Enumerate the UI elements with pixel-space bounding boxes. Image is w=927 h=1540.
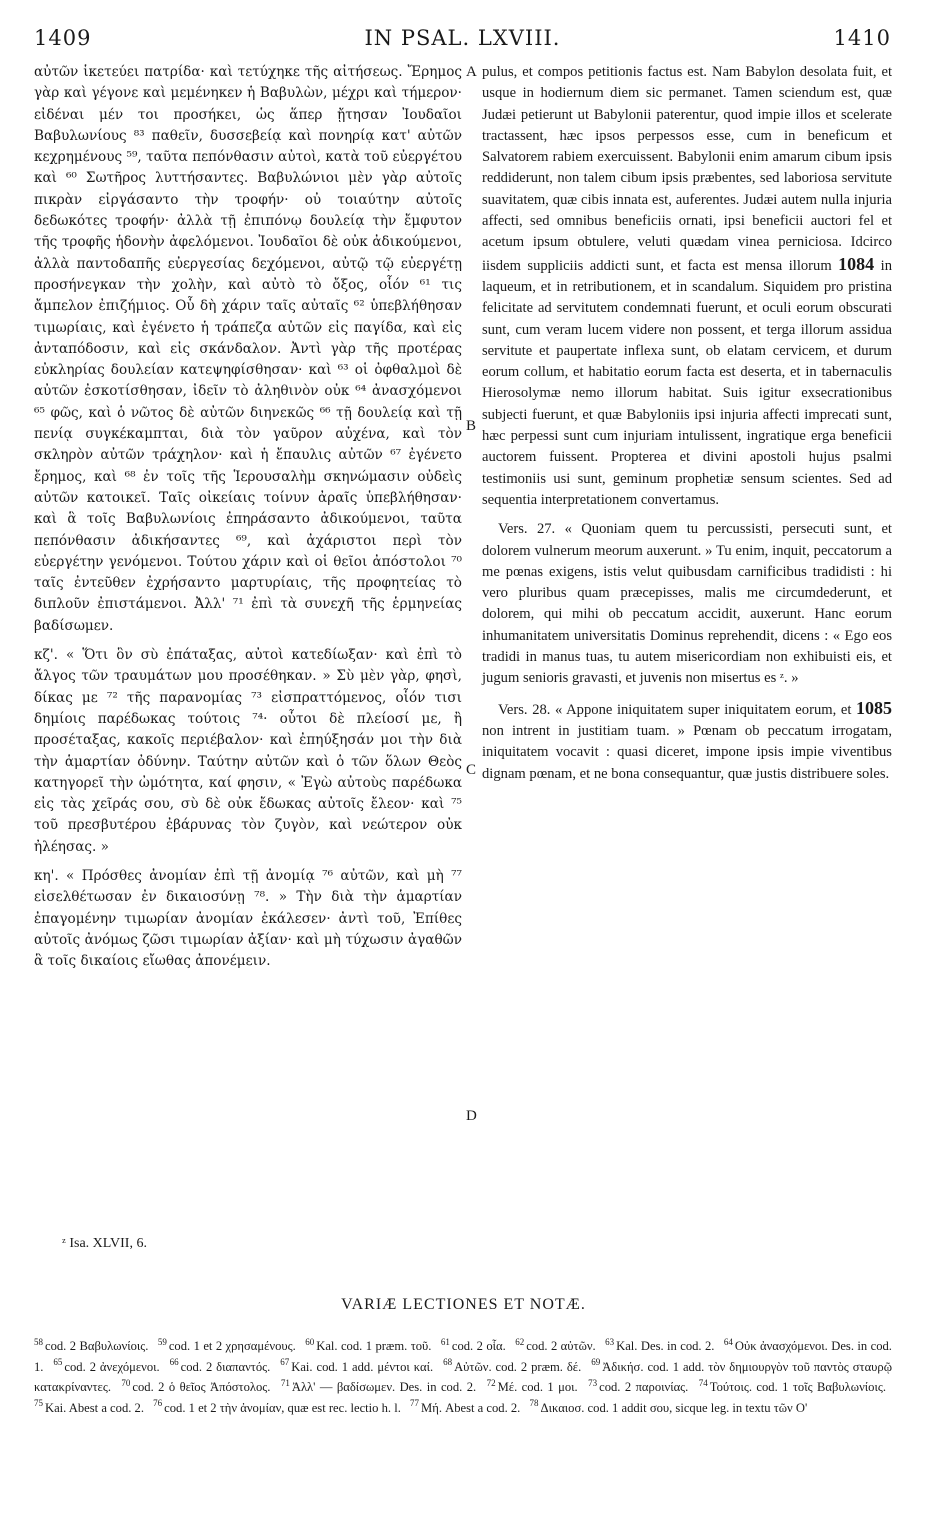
note-number: 59: [157, 1337, 167, 1347]
note-number: 69: [591, 1357, 601, 1368]
note-text: Kai. cod. 1 add. μέντοι καί.: [291, 1359, 434, 1374]
note-number: 76: [153, 1398, 163, 1409]
note-item: [158, 1339, 296, 1353]
column-marker-1085: 1085: [856, 697, 892, 718]
greek-paragraph-1: αὐτῶν ἱκετεύει πατρίδα· καὶ τετύχηκε τῆς αἰτήσεως. Ἔρημος γὰρ καὶ γέγονε καὶ μεμένηκεν ἡ Βαβυλὼν, μέχρι καὶ τήμερον· εἰδέναι μέν τοι προσήκει, ὡς ἅπερ ᾔτησαν Ἰουδαῖοι Βαβυλωνίους ⁸³ παθεῖν, δυσσεβείᾳ καὶ πονηρίᾳ κατ' αὐτῶν κεχρημένους ⁵⁹, ταῦτα πεπόνθασιν αὐτοὶ, κατὰ τοῦ εὐεργέτου καὶ ⁶⁰ Σωτῆρος λυττήσαντες. Βαβυλώνιοι μὲν γὰρ αὐτοῖς πικρὰν εἰργάσαντο τὴν τροφήν· οὐ τοιαύτην αὐτοῖς δεδωκότες τροφήν· ἀλλὰ τῇ ἐπιπόνῳ δουλείᾳ τὴν ἔμφυτον τῆς τροφῆς ἡδονὴν ἀφελόμενοι. Ἰουδαῖοι δὲ οὐκ ἀδικούμενοι, ἀλλὰ παντοδαπῆς εὐεργεσίας δεχόμενοι, αὐτῷ τῷ εὐεργέτῃ προσήνεγκαν τὴν χολὴν, καὶ αὐτὸ τὸ ὄξος, οἷόν ⁶¹ τις ἄμπελον ἐπιζήμιος. Οὗ δὴ χάριν ταῖς αὐταῖς ⁶² ὑπεβλήθησαν τιμωρίαις, καὶ ἐγένετο ἡ τράπεζα αὐτῶν εἰς παγίδα, καὶ εἰς ἀνταπόδοσιν, καὶ εἰς σκάνδαλον. Ἀντὶ γὰρ τῆς προτέρας εὐκληρίας δουλείαν κατεψηφίσθησαν· καὶ ⁶³ οἱ ὀφθαλμοὶ δὲ αὐτῶν ἐσκοτίσθησαν, ἰδεῖν τὸ ἀληθινὸν οὐκ ⁶⁴ ἀνασχόμενοι ⁶⁵ φῶς, καὶ ὁ νῶτος δὲ αὐτῶν διηνεκῶς ⁶⁶ τῇ δουλείᾳ καὶ τῇ πενίᾳ συγκέκαμπται, διὰ τὸν γαῦρον αὐχένα, καὶ τὸν σκληρὸν αὐτῶν τράχηλον· καὶ ἡ ἔπαυλις αὐτῶν ⁶⁷ ἐγένετο ἔρημος, καὶ ⁶⁸ ἐν τοῖς τῆς Ἱερουσαλὴμ σκηνώμασιν οὐδεὶς αὐτῶν κατοικεῖ. Ταῖς οἰκείαις τοίνυν ἀραῖς ὑπεβλήθησαν· καὶ ἃ τοῖς Βαβυλωνίοις ἐπηράσαντο ἀδικούμενοι, ταῦτα πεπόνθασιν ἀδικήσαντες ⁶⁹, καὶ ἀχάριστοι περὶ τὸν εὐεργέτην γενόμενοι. Τούτου χάριν καὶ οἱ θεῖοι ἀπόστολοι ⁷⁰ ταῖς ἐντεῦθεν ἐχρήσαντο μαρτυρίαις, τῆς προφητείας τὸ διπλοῦν ἐπιστάμενοι. Ἀλλ' ⁷¹ ἐπὶ τὰ συνεχῆ τῆς ἑρμηνείας βαδίσωμεν.: [34, 64, 462, 634]
latin-paragraph-vers-27: Vers. 27. « Quoniam quem tu percussisti, persecuti sunt, et dolorem vulnerum meorum auxerunt. » Tu enim, inquit, peccatorum a me pœnas exigens, istis velut quibusdam carnificibus tradidisti : hi vero pluribus quam præcepisses, malis me circumdederunt, et dolorem, qui mihi ob peccatum accidit, auxerunt. Hanc eorum inhumanitatem universitatis Dominus reprehendit, dicens : « Ego eos tradidi in manus tuas, tu autem misericordiam non exhibuisti eis, et jugum senioris gravasti, et juvenis non misertus es ᶻ. »: [482, 521, 892, 687]
latin-paragraph-vers-28: [482, 698, 892, 785]
note-item: [605, 1339, 714, 1353]
note-text: cod. 1 et 2 τὴν ἀνομίαν, quæ est rec. lectio h. l.: [164, 1400, 401, 1415]
note-item: [441, 1339, 506, 1353]
note-item: [410, 1398, 521, 1415]
note-number: 73: [588, 1377, 598, 1388]
note-number: 62: [515, 1337, 525, 1347]
note-number: 78: [529, 1398, 539, 1409]
latin-paragraph-1: [482, 62, 892, 511]
scripture-footnote: ᶻ Isa. XLVII, 6.: [62, 1236, 147, 1251]
note-text: Kal. Des. in cod. 2.: [616, 1339, 715, 1354]
note-item: [34, 1398, 144, 1415]
note-text: Ἀδικήσ. cod. 1 add. τὸν δημιουργὸν τοῦ παντὸς σταυρῷ κατακρίναντες.: [34, 1359, 892, 1395]
note-number: 65: [53, 1357, 63, 1368]
note-number: 64: [723, 1337, 733, 1347]
note-text: Τούτοις. cod. 1 τοῖς Βαβυλωνίοις.: [709, 1380, 886, 1395]
note-number: 71: [280, 1377, 290, 1388]
note-text: Kal. cod. 1 præm. τοῦ.: [316, 1339, 432, 1354]
note-number: 70: [121, 1377, 131, 1388]
note-number: 58: [34, 1337, 43, 1347]
margin-letter-d: D: [466, 1108, 477, 1124]
page-number-left: 1409: [34, 26, 92, 50]
note-number: 67: [280, 1357, 290, 1368]
latin-column: [482, 62, 892, 785]
greek-column: [34, 62, 462, 972]
note-text: Ἀλλ' — βαδίσωμεν. Des. in cod. 2.: [291, 1380, 477, 1395]
note-number: 61: [440, 1337, 450, 1347]
latin-paragraph-vers-28-part-a: Vers. 28. « Appone iniquitatem super iniquitatem eorum, et: [498, 701, 852, 718]
greek-paragraph-vers-27: κζ'. « Ὅτι ὃν σὺ ἐπάταξας, αὐτοὶ κατεδίωξαν· καὶ ἐπὶ τὸ ἄλγος τῶν τραυμάτων μου προσέθηκαν. » Σὺ μὲν γὰρ, φησὶ, δίκας με ⁷² τῆς παρανομίας ⁷³ εἰσπραττόμενος, οἷόν τισι δημίοις παρέδωκας τούτοις ⁷⁴· οὗτοι δὲ πλείοσί με, ἢ προσέταξας, κακοῖς περιέβαλον· καὶ ἐπηύξησάν μοι τὴν διὰ τὴν ἁμαρτίαν ὀδύνην. Ταύτην αὐτῶν καὶ ὁ τῶν ὅλων Θεὸς κατηγορεῖ τὴν ὠμότητα, καί φησιν, « Ἐγὼ αὐτοὺς παρέδωκα εἰς τὰς χεῖράς σου, σὺ δὲ οὐκ ἔδωκας αὐτοῖς ἔλεον· καὶ ⁷⁵ τοῦ πρεσβυτέρου ἐβάρυνας τὸν ζυγὸν, καὶ νεώτερον οὐκ ἠλέησας. »: [34, 647, 462, 855]
note-item: [443, 1357, 582, 1374]
note-item: [515, 1339, 596, 1353]
note-item: [698, 1377, 886, 1395]
note-text: cod. 1 et 2 χρησαμένους.: [168, 1339, 296, 1354]
notes-section-title: VARIÆ LECTIONES ET NOTÆ.: [341, 1296, 586, 1313]
note-text: Μή. Abest a cod. 2.: [421, 1400, 521, 1415]
note-number: 75: [34, 1398, 43, 1409]
running-header: [34, 26, 891, 56]
note-item: [34, 1339, 148, 1353]
note-text: Kai. Abest a cod. 2.: [45, 1400, 144, 1415]
note-number: 66: [169, 1357, 179, 1368]
note-text: cod. 2 παροινίας.: [599, 1380, 689, 1395]
running-title: IN PSAL. LXVIII.: [364, 26, 561, 50]
note-text: Μέ. cod. 1 μοι.: [497, 1380, 578, 1395]
note-item: [529, 1398, 808, 1415]
note-text: cod. 2 αὐτῶν.: [526, 1339, 596, 1354]
note-text: cod. 2 διαπαντός.: [180, 1359, 271, 1374]
note-item: [280, 1377, 477, 1395]
margin-letter-b: B: [466, 418, 477, 434]
note-item: [169, 1357, 271, 1374]
note-text: cod. 2 ὁ θεῖος Ἀπόστολος.: [132, 1380, 271, 1395]
margin-letter-a: A: [466, 64, 477, 80]
note-number: 63: [605, 1337, 615, 1347]
note-text: Δικαιοσ. cod. 1 addit σου, sicque leg. in textu τῶν O': [540, 1400, 808, 1415]
note-number: 68: [443, 1357, 453, 1368]
note-item: [305, 1339, 431, 1353]
note-item: [121, 1377, 271, 1395]
note-item: [280, 1357, 434, 1374]
latin-paragraph-1-part-b: in laqueum, et in retributionem, et in scandalum. Siquidem pro pristina felicitate ad servitutem condemnati fuerunt, et oculi eorum obscurati sunt, cum veram lucem videre non possent, et terga illorum assidua servitute et paupertate inflexa sunt, ob elatam cervicem, et durum eorum collum, et habitatio eorum facta est deserta, et in tabernaculis Hierosolymæ nemo illorum habitat. Suis igitur exsecrationibus subjecti fuerunt, et quæ Babyloniis ipsi injuria affecti imprecati sunt, hæc perpessi sunt cum injuriam intulissent, ingratique erga beneficii auctorem fuissent. Propterea et divini apostoli hujus psalmi testimoniis usi sunt, geminum prophetiæ sensum scientes. Sed ad sequentia interpretationem convertamus.: [482, 257, 893, 508]
page-number-right: 1410: [833, 26, 891, 50]
note-text: cod. 2 ἀνεχόμενοι.: [64, 1359, 160, 1374]
note-text: cod. 2 οἷα.: [451, 1339, 506, 1354]
note-item: [153, 1398, 401, 1415]
note-item: [588, 1377, 689, 1395]
note-number: 72: [486, 1377, 496, 1388]
note-item: [53, 1357, 160, 1374]
column-marker-1084: 1084: [838, 253, 875, 274]
greek-paragraph-vers-28: κη'. « Πρόσθες ἀνομίαν ἐπὶ τῇ ἀνομίᾳ ⁷⁶ αὐτῶν, καὶ μὴ ⁷⁷ εἰσελθέτωσαν ἐν δικαιοσύνῃ ⁷⁸. » Τὴν διὰ τὴν ἁμαρτίαν ἐπαγομένην τιμωρίαν ἀνομίαν ἐκάλεσεν· ἀντὶ τοῦ, Ἐπίθες αὐτοῖς ἀνόμως ζῶσι τιμωρίαν ἀξίαν· καὶ μὴ τύχωσιν ἀγαθῶν ἃ τοῖς δικαίοις εἴωθας ἀπονέμειν.: [34, 867, 462, 970]
note-number: 77: [410, 1398, 420, 1409]
note-text: Αὐτῶν. cod. 2 præm. δέ.: [454, 1359, 582, 1374]
note-number: 60: [305, 1337, 315, 1347]
note-text: Οὐκ ἀνασχόμενοι. Des. in cod. 1.: [34, 1339, 892, 1374]
note-number: 74: [698, 1377, 708, 1388]
note-item: [486, 1377, 578, 1395]
latin-paragraph-1-part-a: pulus, et compos petitionis factus est. Nam Babylon desolata fuit, et usque in hodiernum diem sic permanet. Tamen sciendum est, quæ Judæi petierunt ut Babylonii paterentur, quod impie illos et scelerate tractassent, hæc ipsos perpessos esse, cum in beneficum et Salvatorem rabiem exercuissent. Babylonii enim amarum cibum ipsis reddiderunt, non talem cibum ipsis præbentes, sed laboriosa servitute suavitatem, quæ cibis innata est, auferentes. Judæi autem nulla injuria affecti, sed omnibus beneficiis ornati, ipsi beneficii auctori fel et acetum ipsum obtulere, veluti quædam vinea perniciosa. Idcirco iisdem suppliciis addicti sunt, et facta est mensa illorum: [482, 64, 892, 274]
note-text: cod. 2 Βαβυλωνίοις.: [45, 1339, 149, 1354]
latin-paragraph-vers-28-part-b: non intrent in justitiam tuam. » Pœnam ob peccatum irrogatam, iniquitatem vocavit : quasi diceret, impone ipsis impie viventibus dignam pœnam, et ne bona consequantur, quæ justis distribuere soles.: [482, 722, 892, 782]
variant-readings-notes: [34, 1334, 892, 1416]
margin-letter-c: C: [466, 762, 477, 778]
